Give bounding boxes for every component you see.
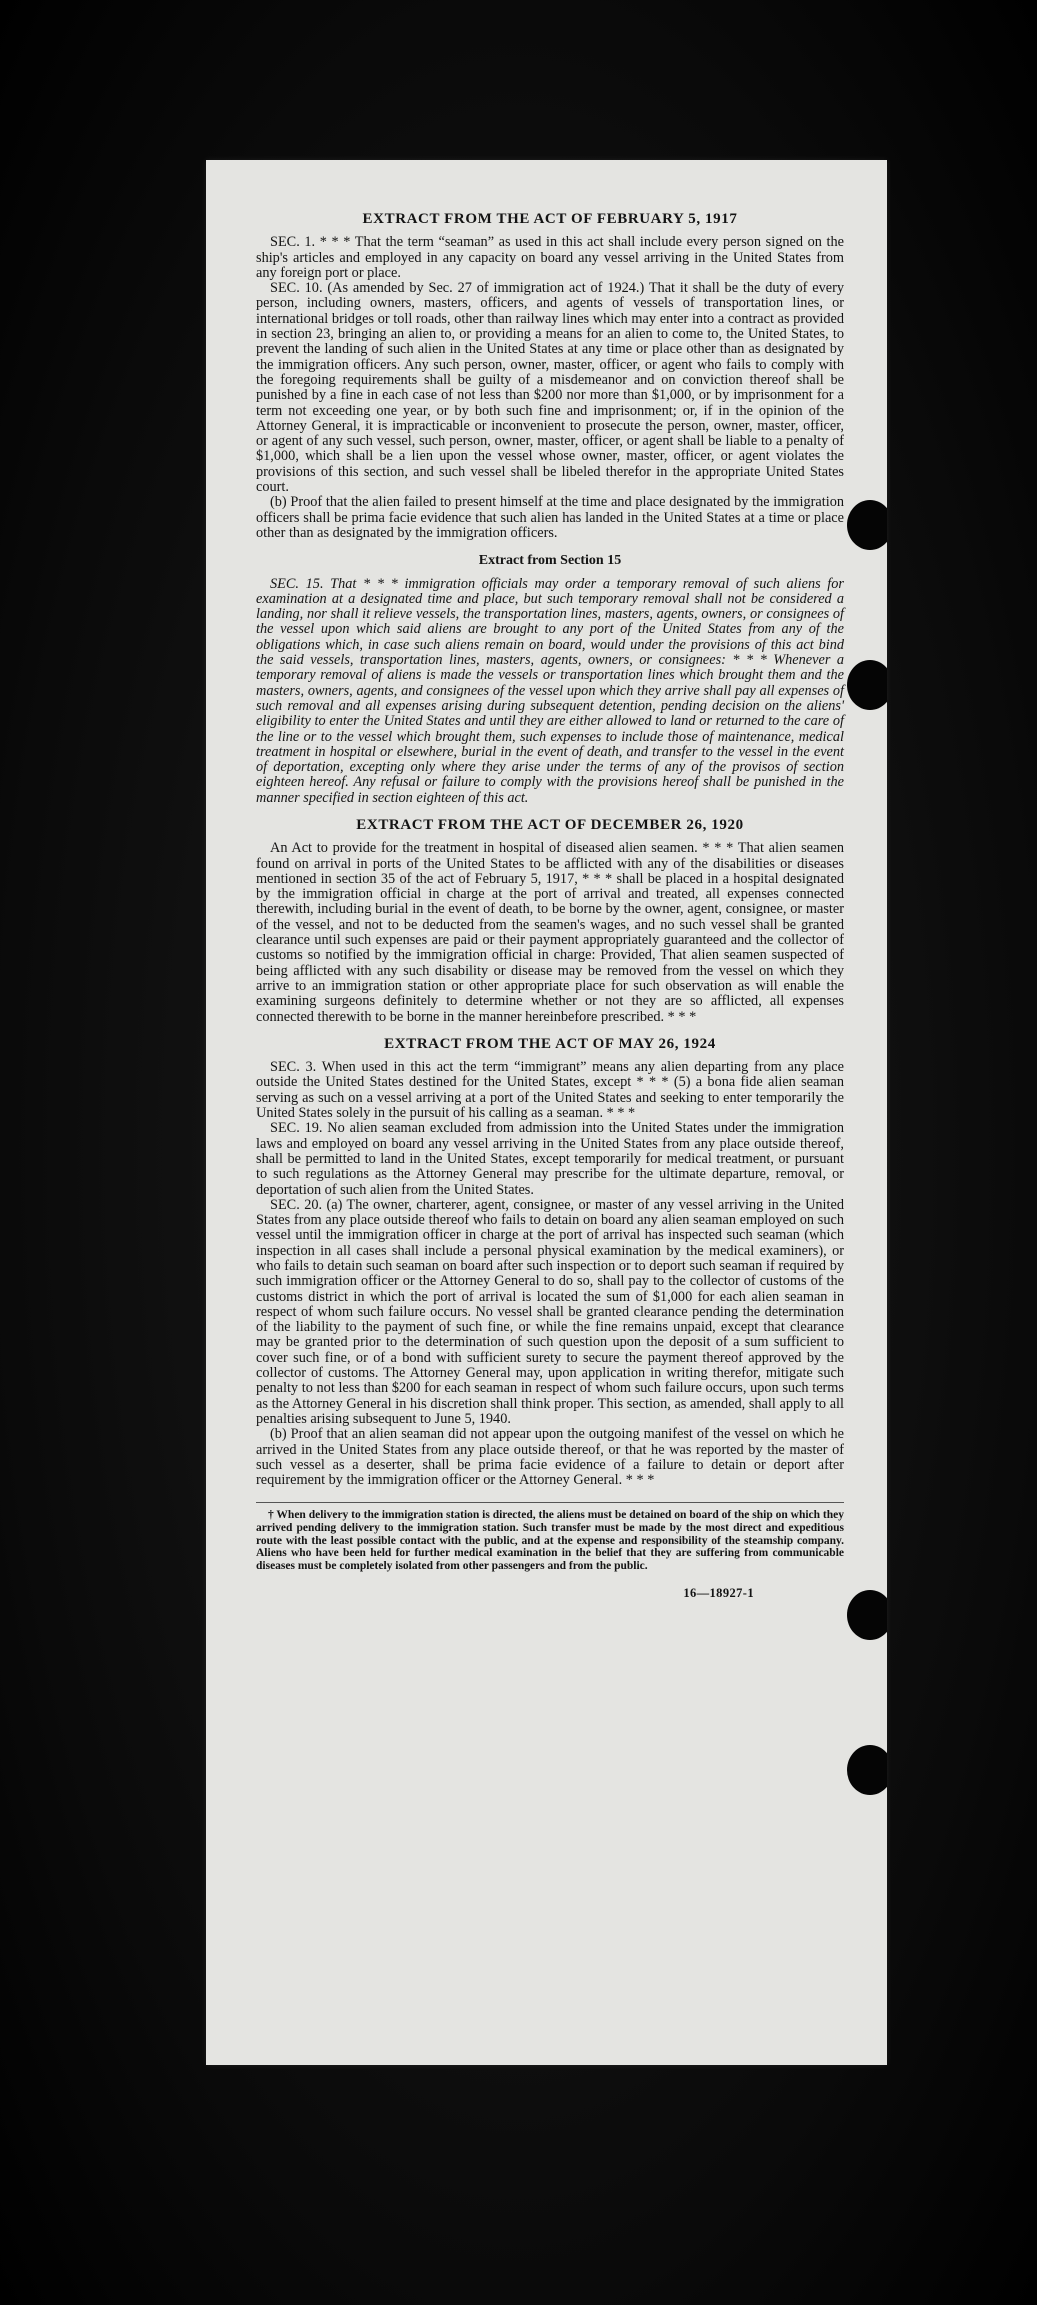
heading-act-1924: EXTRACT FROM THE ACT OF MAY 26, 1924 [384,1035,716,1052]
binder-hole-4 [847,1745,887,1795]
section-20-paragraph: SEC. 20. (a) The owner, charterer, agent, consignee, or master of any vessel arriving in the United States from any place outside thereof who fails to detain on board any alien seaman employed on such vessel until the immigration officer in charge at the port of arrival has inspected such seaman (which inspection in all cases shall include a personal physical examination by the medical examiners), or who fails to detain such seaman on board after such inspection or to deport such seaman if required by such immigration officer or the Attorney General to do so, shall pay to the collector of customs of the customs district in which the port of arrival is located the sum of $1,000 for each alien seaman in respect of whom such failure occurs. No vessel shall be granted clearance pending the determination of the liability to the payment of such fine, or while the fine remains unpaid, except that clearance may be granted prior to the determination of such question upon the deposit of a sum sufficient to cover such fine, or of a bond with sufficient surety to secure the payment thereof approved by the collector of customs. The Attorney General may, upon application in writing therefor, mitigate such penalty to not less than $200 for each seaman in respect of whom such failure occurs, upon such terms as the Attorney General in his discretion shall think proper. This section, as amended, shall apply to all penalties arising subsequent to June 5, 1940. [256,1196,844,1427]
heading-act-1920: EXTRACT FROM THE ACT OF DECEMBER 26, 1920 [356,816,744,833]
section-10b-paragraph: (b) Proof that the alien failed to present himself at the time and place designated by the immigration officers shall be prima facie evidence that such alien has landed in the United States at a time or place other than as designated by the immigration officers. [256,494,844,541]
document-page [206,160,887,2065]
act-1920-paragraph: An Act to provide for the treatment in hospital of diseased alien seamen. * * * That alien seamen found on arrival in ports of the United States to be afflicted with any of the disabilities or diseases mentioned in section 35 of the act of February 5, 1917, * * * shall be placed in a hospital designated by the immigration official in charge at the port of arrival and treated, all expenses connected therewith, including burial in the event of death, to be borne by the owner, agent, consignee, or master of the vessel, and not to be deducted from the seamen's wages, and no such vessel shall be granted clearance until such expenses are paid or their payment appropriately guaranteed and the collector of customs so notified by the immigration official in charge: Provided, That alien seamen suspected of being afflicted with any such disability or disease may be removed from the vessel on which they arrive to an immigration station or other appropriate place for such observation as will enable the examining surgeons definitely to determine whether or not they are so afflicted, all expenses connected therewith to be borne in the manner hereinbefore prescribed. * * * [256,840,844,1025]
binder-hole-2 [847,660,887,710]
section-1-paragraph: SEC. 1. * * * That the term “seaman” as used in this act shall include every person signed on the ship's articles and employed in any capacity on board any vessel arriving in the United States from any foreign port or place. [256,234,844,281]
subheading-section-15: Extract from Section 15 [478,553,622,569]
section-19-paragraph: SEC. 19. No alien seaman excluded from admission into the United States under the immigration laws and employed on board any vessel arriving in the United States from any place outside thereof, shall be permitted to land in the United States, except temporarily for medical treatment, or pursuant to such regulations as the Attorney General may prescribe for the ultimate departure, removal, or deportation of such alien from the United States. [256,1120,844,1198]
section-3-paragraph: SEC. 3. When used in this act the term “immigrant” means any alien departing from any place outside the United States destined for the United States, except * * * (5) a bona fide alien seaman serving as such on a vessel arriving at a port of the United States and seeking to enter temporarily the United States solely in the pursuit of his calling as a seaman. * * * [256,1059,844,1122]
section-10-paragraph: SEC. 10. (As amended by Sec. 27 of immigration act of 1924.) That it shall be the duty of every person, including owners, masters, officers, and agents of vessels of transportation lines, or international bridges or toll roads, other than railway lines which may enter into a contract as provided in section 23, bringing an alien to, or providing a means for an alien to come to, the United States, to prevent the landing of such alien in the United States at any time or place other than as designated by the immigration officers. Any such person, owner, master, officer, or agent who fails to comply with the foregoing requirements shall be guilty of a misdemeanor and on conviction thereof shall be punished by a fine in each case of not less than $200 nor more than $1,000, or by imprisonment for a term not exceeding one year, or by both such fine and imprisonment; or, if in the opinion of the Attorney General, it is impracticable or inconvenient to prosecute the person, owner, master, officer, or agent of any such vessel, such person, owner, master, officer, or agent shall be liable to a penalty of $1,000, which shall be a lien upon the vessel whose owner, master, officer, or agent violates the provisions of this section, and such vessel shall be libeled therefor in the appropriate United States court. [256,280,844,496]
section-15-paragraph: SEC. 15. That * * * immigration officials may order a temporary removal of such aliens for examination at a designated time and place, but such temporary removal shall not be considered a landing, nor shall it relieve vessels, the transportation lines, masters, agents, owners, or consignees of the vessel upon which said aliens are brought to any port of the United States from any of the obligations which, in case such aliens remain on board, would under the provisions of this act bind the said vessels, transportation lines, masters, agents, owners, or consignees: * * * Whenever a temporary removal of aliens is made the vessels or transportation lines which brought them and the masters, owners, agents, and consignees of the vessel upon which they arrive shall pay all expenses of such removal and all expenses arising during subsequent detention, pending decision on the aliens' eligibility to enter the United States and until they are either allowed to land or returned to the care of the line or to the vessel which brought them, such expenses to include those of maintenance, medical treatment in hospital or elsewhere, burial in the event of death, and transfer to the vessel in the event of deportation, excepting only where they arise under the terms of any of the provisos of section eighteen hereof. Any refusal or failure to comply with the provisions hereof shall be punished in the manner specified in section eighteen of this act. [256,575,844,806]
section-20b-paragraph: (b) Proof that an alien seaman did not appear upon the outgoing manifest of the vessel on which he arrived in the United States from any place outside thereof, or that he was reported by the master of such vessel as a deserter, shall be prima facie evidence of a failure to detain or deport after requirement by the immigration officer or the Attorney General. * * * [256,1426,844,1489]
binder-hole-1 [847,500,887,550]
faded-stamp-mark: ​ [252,205,256,251]
heading-act-1917: EXTRACT FROM THE ACT OF FEBRUARY 5, 1917 [362,211,738,227]
document-body [256,212,844,1602]
footnote: † When delivery to the immigration station is directed, the aliens must be detained on board of the ship on which they arrived pending delivery to the immigration station. Such transfer must be made by the most direct and expeditious route with the least possible contact with the public, and at the expense and responsibility of the steamship company. Aliens who have been held for further medical examination in the belief that they are suffering from communicable diseases must be completely isolated from other passengers and from the public. [256,1502,844,1572]
form-number: 16—18927-1 [683,1586,754,1601]
binder-hole-3 [847,1590,887,1640]
